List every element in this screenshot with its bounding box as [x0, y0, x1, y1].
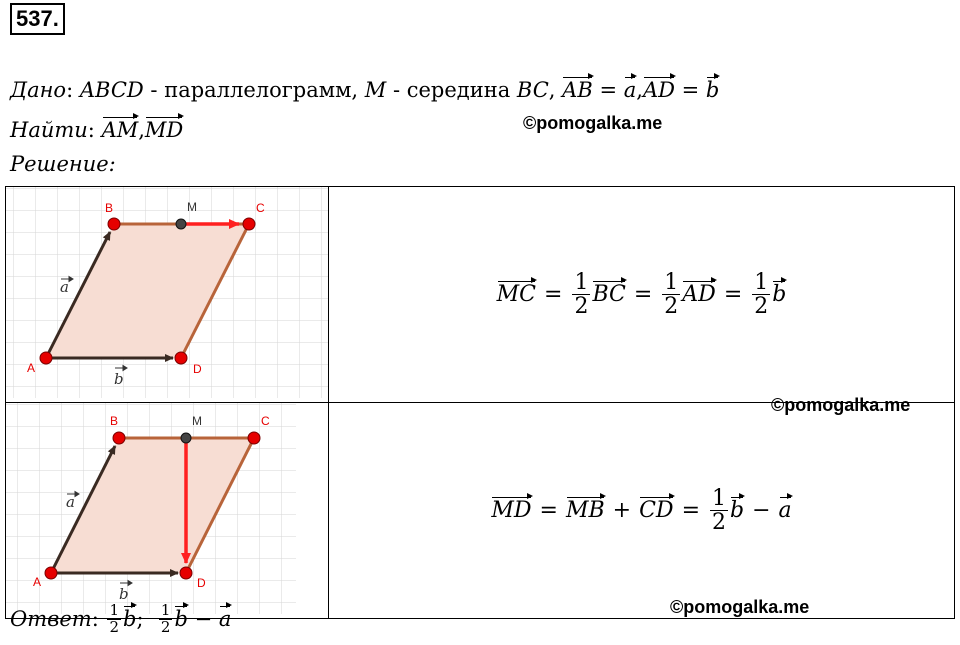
table-row: [6, 187, 955, 403]
point-c: [243, 218, 255, 230]
label-c: C: [256, 201, 265, 215]
fraction-half: $\frac{1}{2}$: [574, 269, 589, 319]
parallelogram-figure-2: [6, 403, 328, 614]
vector-mc: MC: [496, 282, 536, 307]
parallelogram-figure-1: [6, 187, 328, 398]
vector-b: b: [730, 498, 745, 523]
equation-cell-1: [329, 187, 955, 403]
point-d: [175, 352, 187, 364]
equation-mc: MC = $\frac{1}{2}$ BC = $\frac{1}{2}$ AD = $\frac{1}{2}$ b: [496, 269, 787, 319]
given-label: Дано: [10, 78, 67, 102]
vector-md: MD: [144, 118, 184, 142]
vector-mb: MB: [565, 498, 605, 523]
figure-cell-1: [6, 187, 329, 403]
label-m: M: [192, 414, 202, 428]
given-text-2: - середина: [386, 78, 517, 102]
label-m: M: [187, 200, 197, 214]
point-a: [45, 567, 57, 579]
point-d: [180, 567, 192, 579]
label-vector-a: a: [60, 278, 69, 296]
point-b: [113, 432, 125, 444]
label-d: D: [193, 362, 202, 376]
vector-ad: AD: [642, 78, 675, 102]
vector-md: MD: [491, 498, 532, 523]
point-m: [181, 433, 191, 443]
solution-label: Решение:: [10, 152, 116, 176]
vector-b: b: [174, 607, 188, 632]
bc-name: BC: [516, 78, 549, 102]
figure-cell-2: [6, 403, 329, 619]
point-m: [176, 219, 186, 229]
fraction-half: $\frac{1}{2}$: [712, 485, 726, 535]
watermark: ©pomogalka.me: [670, 597, 810, 617]
find-line: Найти: AM,MD: [10, 118, 184, 142]
vector-cd: CD: [639, 498, 674, 523]
vector-b: b: [772, 282, 787, 307]
fraction-half: $\frac{1}{2}$: [109, 601, 120, 636]
label-a: A: [27, 361, 36, 375]
fraction-half: $\frac{1}{2}$: [754, 269, 769, 319]
fraction-half: $\frac{1}{2}$: [160, 601, 171, 636]
given-line: Дано: ABCD - параллелограмм, M - середина BC, AB = a,AD = b: [10, 78, 720, 102]
label-d: D: [197, 576, 206, 590]
answer-label: Ответ: [10, 607, 92, 632]
watermark: ©pomogalka.me: [523, 113, 663, 133]
point-a: [40, 352, 52, 364]
vector-a: a: [778, 498, 792, 523]
vector-a: a: [623, 78, 637, 102]
label-a: A: [33, 575, 42, 589]
find-label: Найти: [10, 118, 88, 142]
equation-cell-2: [329, 403, 955, 619]
label-vector-a: a: [66, 493, 75, 511]
point-b: [108, 218, 120, 230]
vector-am: AM: [101, 118, 139, 142]
label-c: C: [261, 414, 270, 428]
label-b: B: [110, 414, 119, 428]
vector-ab: AB: [562, 78, 593, 102]
label-vector-b: b: [114, 370, 124, 388]
vector-b: b: [123, 607, 137, 632]
fraction-half: $\frac{1}{2}$: [664, 269, 679, 319]
table-row: [6, 403, 955, 619]
label-vector-b: b: [119, 585, 129, 603]
label-b: B: [105, 201, 114, 215]
equation-md: MD = MB + CD = $\frac{1}{2}$ b − a: [491, 485, 792, 535]
abcd-name: ABCD: [79, 78, 144, 102]
watermark: ©pomogalka.me: [771, 395, 911, 415]
problem-number: 537.: [10, 3, 65, 35]
m-name: M: [364, 78, 387, 102]
point-c: [248, 432, 260, 444]
vector-a: a: [218, 607, 232, 632]
given-text-1: - параллелограмм,: [143, 78, 365, 102]
vector-bc: BC: [592, 282, 626, 307]
answer-line: Ответ : $\frac{1}{2}$ b ; $\frac{1}{2}$ b − a: [10, 601, 232, 636]
vector-b: b: [705, 78, 720, 102]
vector-ad: AD: [682, 282, 716, 307]
